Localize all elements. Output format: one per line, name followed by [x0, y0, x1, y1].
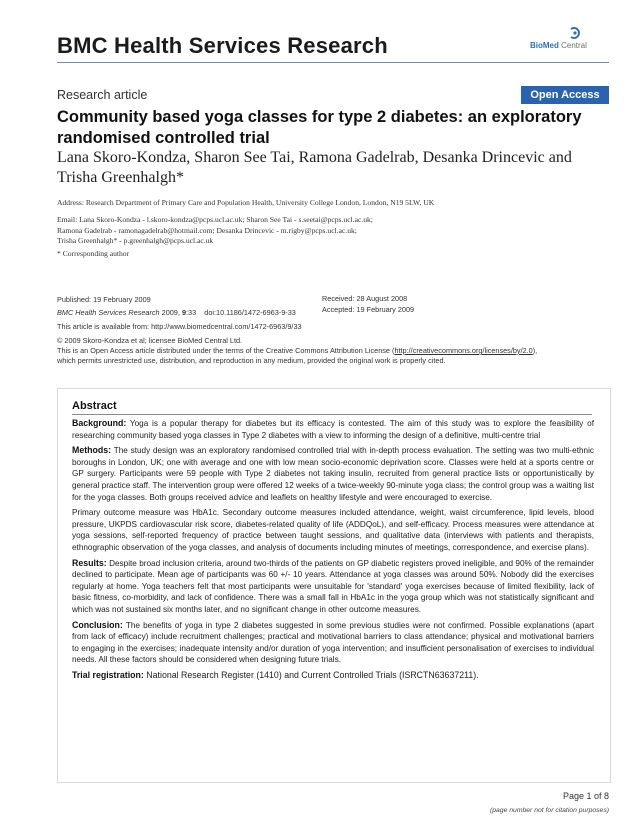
abstract-heading: Abstract [72, 400, 117, 412]
license-line-2: which permits unrestricted use, distribution, and reproduction in any medium, provided the original work is properly cited. [57, 356, 446, 365]
article-authors: Lana Skoro-Kondza, Sharon See Tai, Ramona Gadelrab, Desanka Drincevic and Trisha Greenhalgh* [57, 149, 572, 186]
publication-info [57, 293, 296, 319]
abstract-trial-registration: Trial registration: National Research Register (1410) and Current Controlled Trials (ISRCTN63637211). [72, 669, 479, 680]
abstract-methods-2: Primary outcome measure was HbA1c. Secondary outcome measures included attendance, weight, waist circumference, lipid levels, blood pressure, UKPDS cardiovascular risk score, diabetes-related quality of life (ADDQoL), and self-efficacy. Process measures were attendance at yoga sessions, self-reported frequency of practice between taught sessions, and qualitative data (interviews with patients and therapists, ethnographic observation of the yoga classes, and analysis of documents including minutes of meetings, correspondence, and exercise plans). [72, 508, 594, 552]
author-address: Address: Research Department of Primary Care and Population Health, University College London, London, N19 5LW, UK [57, 198, 435, 207]
article-title: Community based yoga classes for type 2 diabetes: an exploratory randomised controlled trial [57, 108, 582, 147]
page-number-note: (page number not for citation purposes) [489, 807, 609, 814]
accepted-date: Accepted: 19 February 2009 [322, 305, 415, 314]
abstract-results: Results: Despite broad inclusion criteria, around two-thirds of the patients on GP diabetic registers proved ineligible, and 90% of the remainder declined to participate. Mean age of participants was 60 +/- 10 years. Attendance at yoga classes was around 50%. Nobody did the exercises regularly at home. Yoga teachers felt that most participants were unsuitable for 'standard' yoga exercises because of limited flexibility, lack of basic fitness, co-morbidity, and lack of confidence. There was a small fall in HbA1c in the yoga group which was not statistically significant and which was not sustained six months later, and no significant change in other outcome measures. [72, 557, 594, 614]
citation: BMC Health Services Research 2009, 9:33 doi:10.1186/1472-6963-9-33 [57, 308, 296, 317]
open-access-badge[interactable]: Open Access [521, 86, 609, 104]
email-line[interactable]: Email: Lana Skoro-Kondza - l.skoro-kondza@pcps.ucl.ac.uk; Sharon See Tai - s.seetai@pcps.ucl.ac.uk; [57, 215, 373, 224]
abstract-conclusion: Conclusion: The benefits of yoga in type 2 diabetes suggested in some previous studies were not confirmed. Possible explanations (apart from lack of efficacy) include recruitment challenges; practical and motivational barriers to class attendance; physical and motivational barriers to engaging in the exercises; inadequate intensity and/or duration of yoga intervention; and insufficient personalisation of exercises to individual needs. All these factors should be considered when designing future trials. [72, 619, 594, 665]
corresponding-author-note: * Corresponding author [57, 249, 130, 258]
page-number: Page 1 of 8 [562, 791, 609, 801]
logo-text: BioMed Central [530, 41, 587, 50]
journal-title: BMC Health Services Research [57, 33, 388, 58]
abstract-rule [72, 414, 592, 415]
received-date: Received: 28 August 2008 [322, 294, 408, 303]
header-rule [57, 62, 609, 63]
doi[interactable]: doi:10.1186/1472-6963-9-33 [204, 308, 296, 317]
abstract-body [72, 418, 594, 685]
abstract-methods: Methods: The study design was an exploratory randomised controlled trial with in-depth process evaluation. The setting was two multi-ethnic boroughs in London, UK; one with average and one with low mean socio-economic deprivation score. Classes were held at a sports centre or GP surgery. Participants were 59 people with Type 2 diabetes not taking insulin, recruited from general practice lists or opportunistically by general practice staff. The intervention group were offered 12 weeks of a twice-weekly 90-minute yoga class; the control group was a waiting list for the yoga classes. Both groups received advice and leaflets on healthy lifestyle and were encouraged to exercise. [72, 445, 594, 502]
copyright-line: © 2009 Skoro-Kondza et al; licensee BioMed Central Ltd. [57, 336, 243, 345]
published-date: Published: 19 February 2009 [57, 295, 151, 304]
received-info [322, 293, 414, 315]
logo-arc-icon [568, 26, 582, 40]
abstract-box [57, 388, 611, 783]
license-line: This is an Open Access article distributed under the terms of the Creative Commons Attribution License (http://creativecommons.org/licenses/by/2.0), [57, 346, 538, 355]
article-type: Research article [57, 88, 148, 102]
availability-url[interactable]: This article is available from: http://www.biomedcentral.com/1472-6963/9/33 [57, 322, 302, 331]
email-line[interactable]: Ramona Gadelrab - ramonagadelrab@hotmail.com; Desanka Drincevic - m.rigby@pcps.ucl.ac.uk; [57, 225, 357, 235]
author-emails [57, 215, 609, 247]
biomed-central-logo[interactable] [530, 26, 610, 56]
email-line[interactable]: Trisha Greenhalgh* - p.greenhalgh@pcps.ucl.ac.uk [57, 236, 214, 245]
license-link[interactable]: http://creativecommons.org/licenses/by/2.0 [394, 346, 533, 355]
abstract-background: Background: Yoga is a popular therapy for diabetes but its efficacy is contested. The aim of this study was to explore the feasibility of researching community based yoga classes in Type 2 diabetes with a view to informing the design of a definitive, multi-centre trial [72, 418, 594, 440]
copyright-block [57, 336, 613, 366]
